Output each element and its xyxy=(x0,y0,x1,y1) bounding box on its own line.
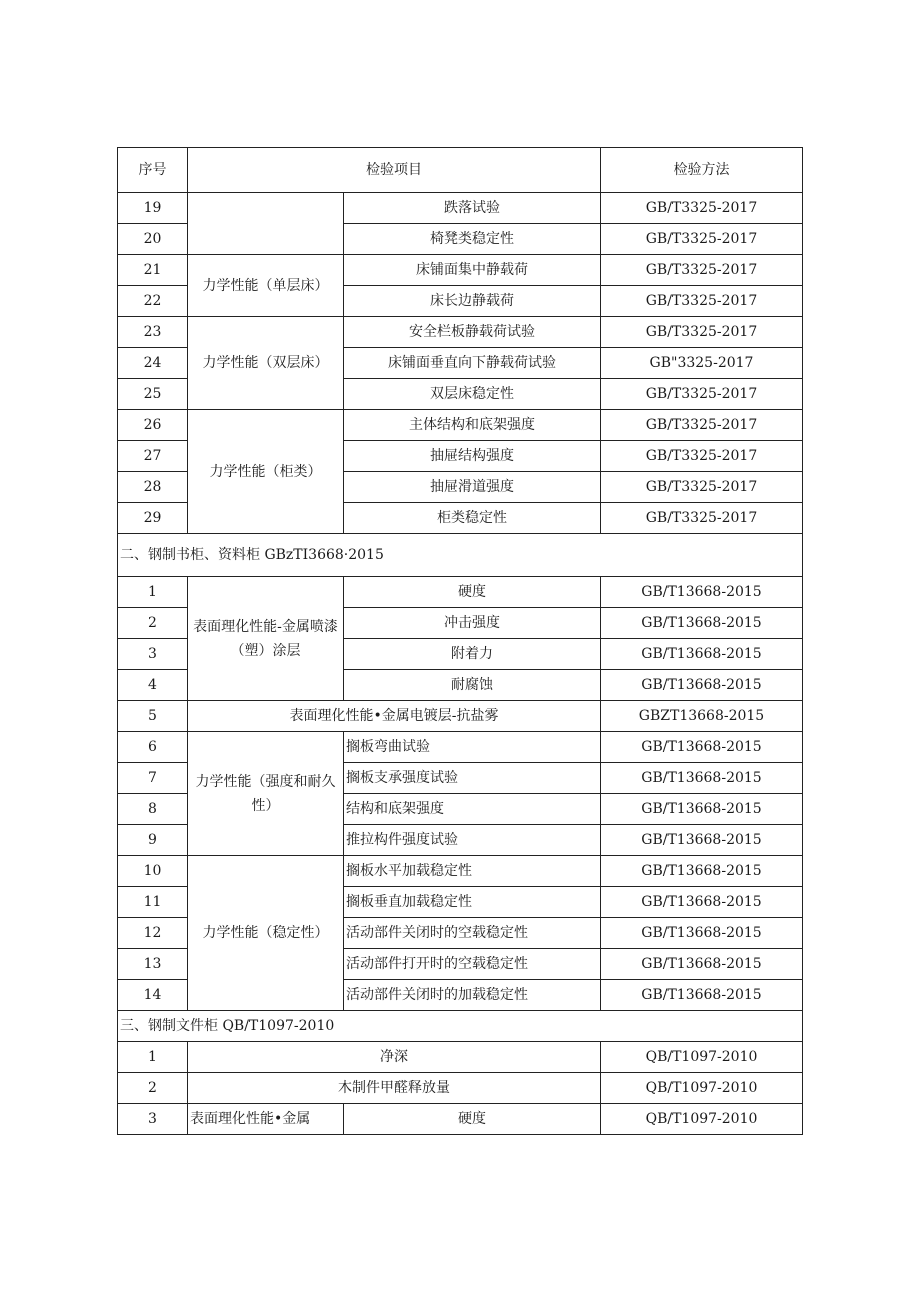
group-cabinet: 力学性能（柜类） xyxy=(188,410,344,534)
row-sub-item: 双层床稳定性 xyxy=(344,379,601,410)
row-sub-item: 安全栏板静载荷试验 xyxy=(344,317,601,348)
row-sub-item: 搁板弯曲试验 xyxy=(344,732,601,763)
row-method: GB/T3325-2017 xyxy=(601,255,803,286)
header-seq: 序号 xyxy=(118,148,188,193)
row-no: 4 xyxy=(118,670,188,701)
row-no: 14 xyxy=(118,980,188,1011)
row-method: GB/T13668-2015 xyxy=(601,577,803,608)
table-row xyxy=(118,193,803,224)
row-no: 3 xyxy=(118,1104,188,1135)
row-method: GB/T3325-2017 xyxy=(601,441,803,472)
row-method: GB/T13668-2015 xyxy=(601,825,803,856)
row-no: 6 xyxy=(118,732,188,763)
table-row xyxy=(118,577,803,608)
row-no: 24 xyxy=(118,348,188,379)
row-sub-item: 搁板水平加载稳定性 xyxy=(344,856,601,887)
table-row xyxy=(118,856,803,887)
row-sub-item: 主体结构和底架强度 xyxy=(344,410,601,441)
row-sub-item: 柜类稳定性 xyxy=(344,503,601,534)
row-method: GB/T13668-2015 xyxy=(601,949,803,980)
table-row xyxy=(118,1042,803,1073)
row-no: 19 xyxy=(118,193,188,224)
row-method: GB/T13668-2015 xyxy=(601,639,803,670)
table-row xyxy=(118,255,803,286)
row-method: QB/T1097-2010 xyxy=(601,1073,803,1104)
row-method: GB/T3325-2017 xyxy=(601,379,803,410)
row-item-merged: 木制件甲醛释放量 xyxy=(188,1073,601,1104)
row-no: 7 xyxy=(118,763,188,794)
row-no: 23 xyxy=(118,317,188,348)
row-sub-item: 活动部件关闭时的空载稳定性 xyxy=(344,918,601,949)
row-item-merged: 表面理化性能•金属电镀层-抗盐雾 xyxy=(188,701,601,732)
row-no: 1 xyxy=(118,577,188,608)
row-sub-item: 跌落试验 xyxy=(344,193,601,224)
row-method: QB/T1097-2010 xyxy=(601,1042,803,1073)
row-no: 3 xyxy=(118,639,188,670)
row-method: GB"3325-2017 xyxy=(601,348,803,379)
row-sub-item: 推拉构件强度试验 xyxy=(344,825,601,856)
row-sub-item: 硬度 xyxy=(344,577,601,608)
group-strength: 力学性能（强度和耐久性） xyxy=(188,732,344,856)
inspection-table xyxy=(117,147,803,1135)
row-method: GB/T3325-2017 xyxy=(601,286,803,317)
row-method: GB/T13668-2015 xyxy=(601,732,803,763)
row-method: GB/T13668-2015 xyxy=(601,763,803,794)
row-method: GB/T13668-2015 xyxy=(601,856,803,887)
group-surface-metal: 表面理化性能•金属 xyxy=(188,1104,344,1135)
row-sub-item: 硬度 xyxy=(344,1104,601,1135)
row-no: 8 xyxy=(118,794,188,825)
row-sub-item: 结构和底架强度 xyxy=(344,794,601,825)
row-no: 13 xyxy=(118,949,188,980)
row-no: 11 xyxy=(118,887,188,918)
row-method: GB/T3325-2017 xyxy=(601,503,803,534)
row-sub-item: 抽屉滑道强度 xyxy=(344,472,601,503)
row-method: GB/T13668-2015 xyxy=(601,670,803,701)
row-no: 27 xyxy=(118,441,188,472)
group-coating: 表面理化性能-金属喷漆（塑）涂层 xyxy=(188,577,344,701)
group-cell-empty xyxy=(188,193,344,255)
row-sub-item: 床长边静载荷 xyxy=(344,286,601,317)
row-no: 22 xyxy=(118,286,188,317)
row-method: GB/T3325-2017 xyxy=(601,224,803,255)
row-method: GB/T13668-2015 xyxy=(601,980,803,1011)
table-row xyxy=(118,732,803,763)
row-sub-item: 抽屉结构强度 xyxy=(344,441,601,472)
row-no: 2 xyxy=(118,1073,188,1104)
row-method: GB/T3325-2017 xyxy=(601,472,803,503)
row-no: 21 xyxy=(118,255,188,286)
group-single-bed: 力学性能（单层床） xyxy=(188,255,344,317)
row-no: 2 xyxy=(118,608,188,639)
row-method: GB/T13668-2015 xyxy=(601,887,803,918)
row-sub-item: 搁板支承强度试验 xyxy=(344,763,601,794)
section-2-header xyxy=(118,534,803,577)
row-method: GB/T3325-2017 xyxy=(601,193,803,224)
row-no: 1 xyxy=(118,1042,188,1073)
row-method: GB/T13668-2015 xyxy=(601,918,803,949)
header-method: 检验方法 xyxy=(601,148,803,193)
section-2-title: 二、钢制书柜、资料柜 GBzTI3668·2015 xyxy=(118,534,803,577)
row-no: 26 xyxy=(118,410,188,441)
row-method: QB/T1097-2010 xyxy=(601,1104,803,1135)
row-method: GB/T3325-2017 xyxy=(601,317,803,348)
row-no: 9 xyxy=(118,825,188,856)
row-method: GBZT13668-2015 xyxy=(601,701,803,732)
row-method: GB/T13668-2015 xyxy=(601,794,803,825)
section-3-header xyxy=(118,1011,803,1042)
row-sub-item: 冲击强度 xyxy=(344,608,601,639)
table-row xyxy=(118,1073,803,1104)
table-row xyxy=(118,701,803,732)
table-row xyxy=(118,410,803,441)
row-no: 29 xyxy=(118,503,188,534)
section-3-title: 三、钢制文件柜 QB/T1097-2010 xyxy=(118,1011,803,1042)
row-sub-item: 椅凳类稳定性 xyxy=(344,224,601,255)
group-double-bed: 力学性能（双层床） xyxy=(188,317,344,410)
row-no: 12 xyxy=(118,918,188,949)
row-sub-item: 活动部件打开时的空载稳定性 xyxy=(344,949,601,980)
row-no: 20 xyxy=(118,224,188,255)
header-item: 检验项目 xyxy=(188,148,601,193)
row-no: 10 xyxy=(118,856,188,887)
row-sub-item: 搁板垂直加载稳定性 xyxy=(344,887,601,918)
group-stability: 力学性能（稳定性） xyxy=(188,856,344,1011)
row-no: 5 xyxy=(118,701,188,732)
row-sub-item: 床铺面垂直向下静载荷试验 xyxy=(344,348,601,379)
row-item-merged: 净深 xyxy=(188,1042,601,1073)
row-sub-item: 耐腐蚀 xyxy=(344,670,601,701)
row-no: 28 xyxy=(118,472,188,503)
row-no: 25 xyxy=(118,379,188,410)
table-header-row xyxy=(118,148,803,193)
table-row xyxy=(118,1104,803,1135)
row-sub-item: 活动部件关闭时的加载稳定性 xyxy=(344,980,601,1011)
row-sub-item: 床铺面集中静载荷 xyxy=(344,255,601,286)
table-row xyxy=(118,317,803,348)
row-sub-item: 附着力 xyxy=(344,639,601,670)
row-method: GB/T3325-2017 xyxy=(601,410,803,441)
row-method: GB/T13668-2015 xyxy=(601,608,803,639)
